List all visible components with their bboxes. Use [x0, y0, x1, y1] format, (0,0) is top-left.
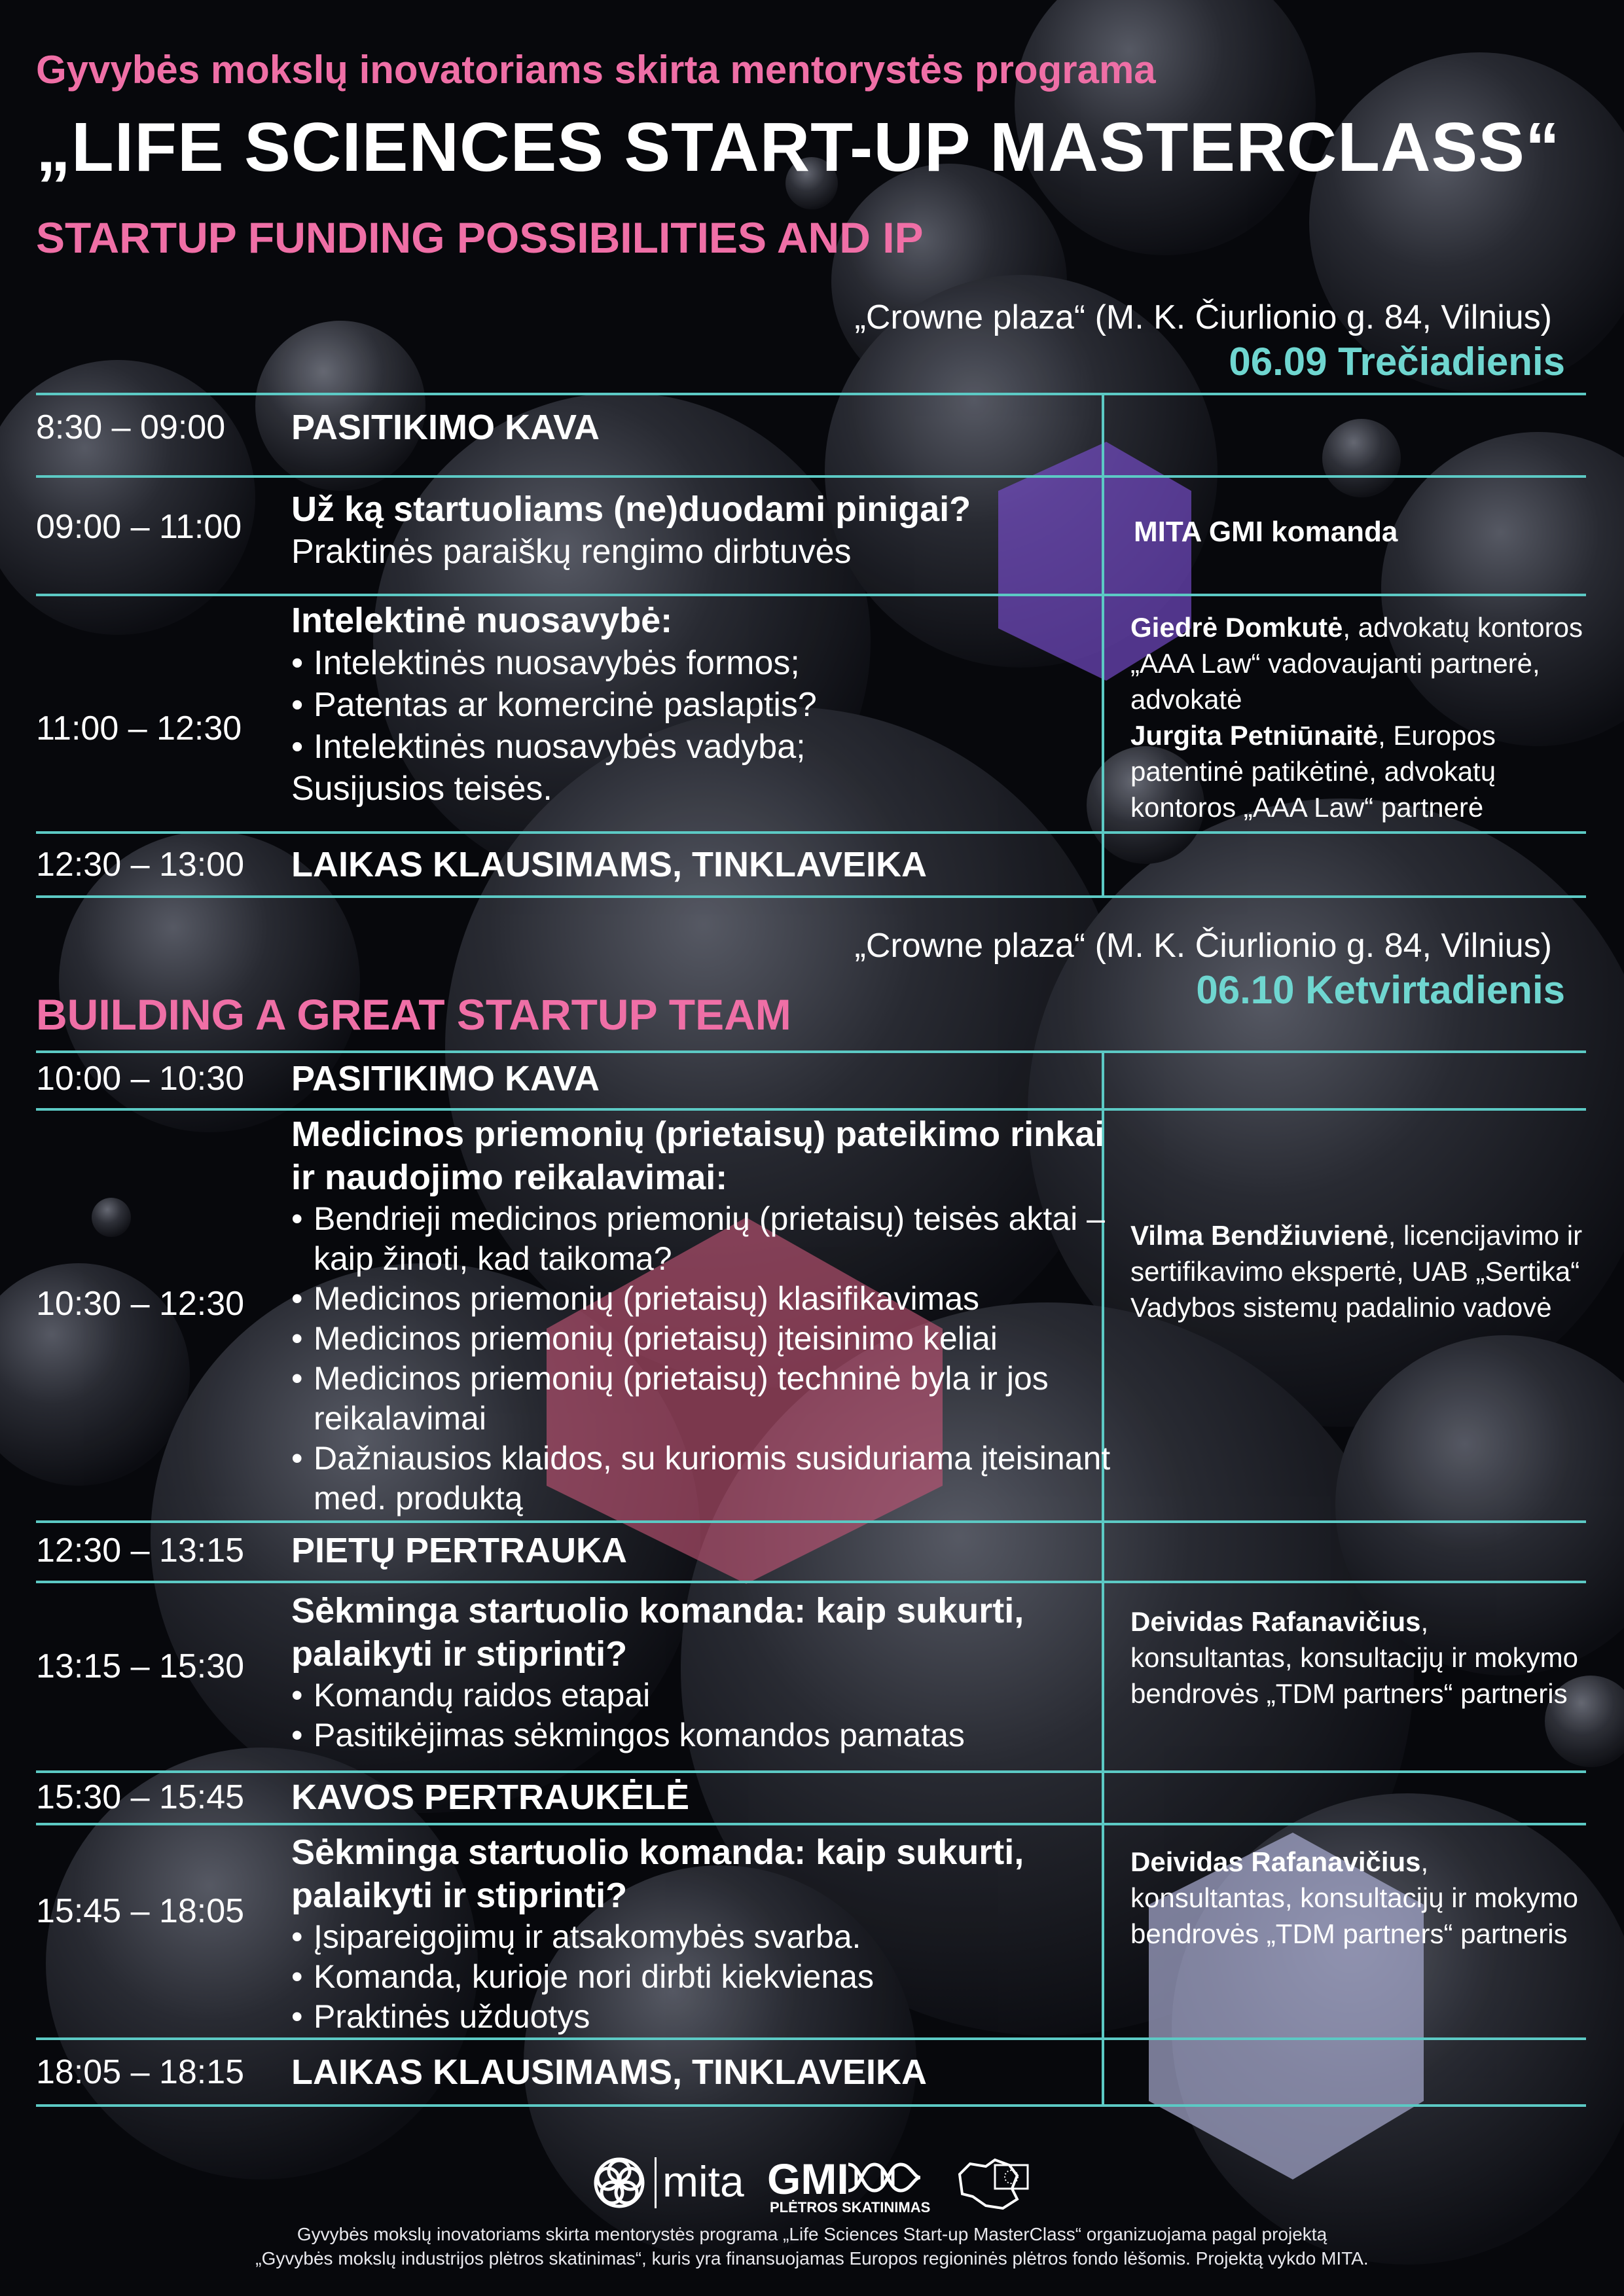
speakers — [1130, 1217, 1589, 1325]
row-title: PASITIKIMO KAVA — [291, 1059, 600, 1098]
speaker-role: , Europos patentinė patikėtinė, advokatų kontoros „AAA Law“ partnerė — [1130, 720, 1496, 823]
sponsor-logos — [0, 2147, 1624, 2219]
footer-line: „Gyvybės mokslų industrijos plėtros skatinimas“, kuris yra finansuojamas Europos regioninės plėtros fondo lėšomis. Projektą vykdo MITA. — [255, 2248, 1369, 2269]
footer-line: Gyvybės mokslų inovatoriams skirta mentorystės programa „Life Sciences Start-up MasterClass“ organizuojama pagal projektą — [297, 2224, 1327, 2244]
day1-venue: „Crowne plaza“ (M. K. Čiurlionio g. 84, Vilnius) — [854, 298, 1552, 336]
speaker-name: Giedrė Domkutė — [1130, 612, 1343, 643]
program-subtitle: Gyvybės mokslų inovatoriams skirta mentorystės programa — [36, 48, 1156, 92]
row-time: 18:05 – 18:15 — [36, 2053, 245, 2091]
divider — [36, 831, 1586, 834]
topic-item: • Komanda, kurioje nori dirbti kiekvienas — [291, 1957, 1123, 1997]
day1-section-title: STARTUP FUNDING POSSIBILITIES AND IP — [36, 213, 924, 262]
lithuania-map-icon — [960, 2160, 1017, 2208]
topic-item: • Bendrieji medicinos priemonių (prietaisų) teisės aktai – kaip žinoti, kad taikoma? — [291, 1199, 1123, 1279]
divider — [36, 1823, 1586, 1825]
row-time: 11:00 – 12:30 — [36, 709, 242, 747]
program-title: „LIFE SCIENCES START-UP MASTERCLASS“ — [36, 109, 1561, 186]
gmi-subtitle: PLĖTROS SKATINIMAS — [770, 2199, 931, 2215]
topic-item: • Dažniausios klaidos, su kuriomis susiduriama įteisinant med. produktą — [291, 1439, 1123, 1518]
topic-item: • Įsipareigojimų ir atsakomybės svarba. — [291, 1917, 1123, 1957]
divider — [36, 1050, 1586, 1053]
speaker-role: , advokatų kontoros „AAA Law“ vadovaujanti partnerė, advokatė — [1130, 612, 1583, 715]
speaker-name: Vilma Bendžiuvienė — [1130, 1220, 1388, 1251]
row-title: Sėkminga startuolio komanda: kaip sukurti, palaikyti ir stiprinti? — [291, 1833, 1024, 1915]
mita-logo-text: mita — [662, 2157, 744, 2206]
divider — [36, 1770, 1586, 1773]
speaker: MITA GMI komanda — [1134, 516, 1398, 548]
divider — [36, 393, 1586, 395]
row-tail: Susijusios teisės. — [291, 770, 552, 808]
topic-item: • Pasitikėjimas sėkmingos komandos pamatas — [291, 1715, 1123, 1755]
divider — [36, 2104, 1586, 2107]
speaker-role: , konsultantas, konsultacijų ir mokymo bendrovės „TDM partners“ partneris — [1130, 1606, 1578, 1709]
speakers — [1130, 609, 1589, 825]
footer-note — [118, 2222, 1506, 2270]
topic-list — [291, 1199, 1123, 1518]
row-time: 12:30 – 13:15 — [36, 1532, 245, 1570]
day1-date: 06.09 Trečiadienis — [1229, 340, 1565, 384]
divider — [36, 475, 1586, 478]
row-title: Sėkminga startuolio komanda: kaip sukurti, palaikyti ir stiprinti? — [291, 1591, 1024, 1674]
mita-flower-icon — [596, 2159, 643, 2206]
speaker-role: , konsultantas, konsultacijų ir mokymo bendrovės „TDM partners“ partneris — [1130, 1846, 1578, 1949]
topic-item: • Komandų raidos etapai — [291, 1676, 1123, 1715]
divider — [36, 594, 1586, 596]
day2-section-title: BUILDING A GREAT STARTUP TEAM — [36, 990, 791, 1039]
day2-venue: „Crowne plaza“ (M. K. Čiurlionio g. 84, Vilnius) — [854, 927, 1552, 965]
topic-item: • Praktinės užduotys — [291, 1997, 1123, 2037]
row-time: 12:30 – 13:00 — [36, 846, 245, 884]
row-title: LAIKAS KLAUSIMAMS, TINKLAVEIKA — [291, 2053, 927, 2092]
topic-list — [291, 642, 1123, 768]
topic-item: • Patentas ar komercinė paslaptis? — [291, 684, 1123, 726]
speaker-name: Deividas Rafanavičius — [1130, 1606, 1421, 1637]
row-title: LAIKAS KLAUSIMAMS, TINKLAVEIKA — [291, 845, 927, 884]
row-title: Už ką startuoliams (ne)duodami pinigai? — [291, 490, 971, 529]
row-subtitle: Praktinės paraiškų rengimo dirbtuvės — [291, 533, 852, 571]
row-title: Intelektinė nuosavybė: — [291, 601, 673, 640]
row-time: 10:30 – 12:30 — [36, 1285, 245, 1323]
topic-list — [291, 1917, 1123, 2037]
day2-date: 06.10 Ketvirtadienis — [1196, 968, 1565, 1012]
divider — [36, 1108, 1586, 1111]
divider — [36, 895, 1586, 898]
topic-list — [291, 1676, 1123, 1755]
divider — [36, 1520, 1586, 1523]
topic-item: • Medicinos priemonių (prietaisų) techninė byla ir jos reikalavimai — [291, 1359, 1123, 1439]
speakers — [1130, 1844, 1589, 1952]
topic-item: • Medicinos priemonių (prietaisų) įteisinimo keliai — [291, 1319, 1123, 1359]
row-time: 10:00 – 10:30 — [36, 1060, 245, 1098]
gmi-logo-text: GMI — [767, 2155, 849, 2203]
row-time: 8:30 – 09:00 — [36, 408, 226, 446]
row-time: 09:00 – 11:00 — [36, 508, 242, 546]
divider — [36, 2037, 1586, 2040]
dna-icon — [848, 2164, 920, 2191]
row-time: 15:45 – 18:05 — [36, 1892, 245, 1930]
row-title: PIETŲ PERTRAUKA — [291, 1531, 628, 1570]
topic-item: • Intelektinės nuosavybės formos; — [291, 642, 1123, 684]
speaker-role: , licencijavimo ir sertifikavimo ekspertė, UAB „Sertika“ Vadybos sistemų padalinio vadovė — [1130, 1220, 1583, 1323]
row-title: Medicinos priemonių (prietaisų) pateikimo rinkai ir naudojimo reikalavimai: — [291, 1115, 1105, 1197]
speaker-name: Jurgita Petniūnaitė — [1130, 720, 1379, 751]
speaker-name: Deividas Rafanavičius — [1130, 1846, 1421, 1877]
topic-item: • Medicinos priemonių (prietaisų) klasifikavimas — [291, 1279, 1123, 1319]
row-time: 13:15 – 15:30 — [36, 1647, 245, 1685]
topic-item: • Intelektinės nuosavybės vadyba; — [291, 726, 1123, 768]
divider — [36, 1581, 1586, 1583]
row-time: 15:30 – 15:45 — [36, 1778, 245, 1816]
speakers — [1130, 1604, 1589, 1712]
row-title: PASITIKIMO KAVA — [291, 408, 600, 447]
row-title: KAVOS PERTRAUKĖLĖ — [291, 1778, 690, 1817]
